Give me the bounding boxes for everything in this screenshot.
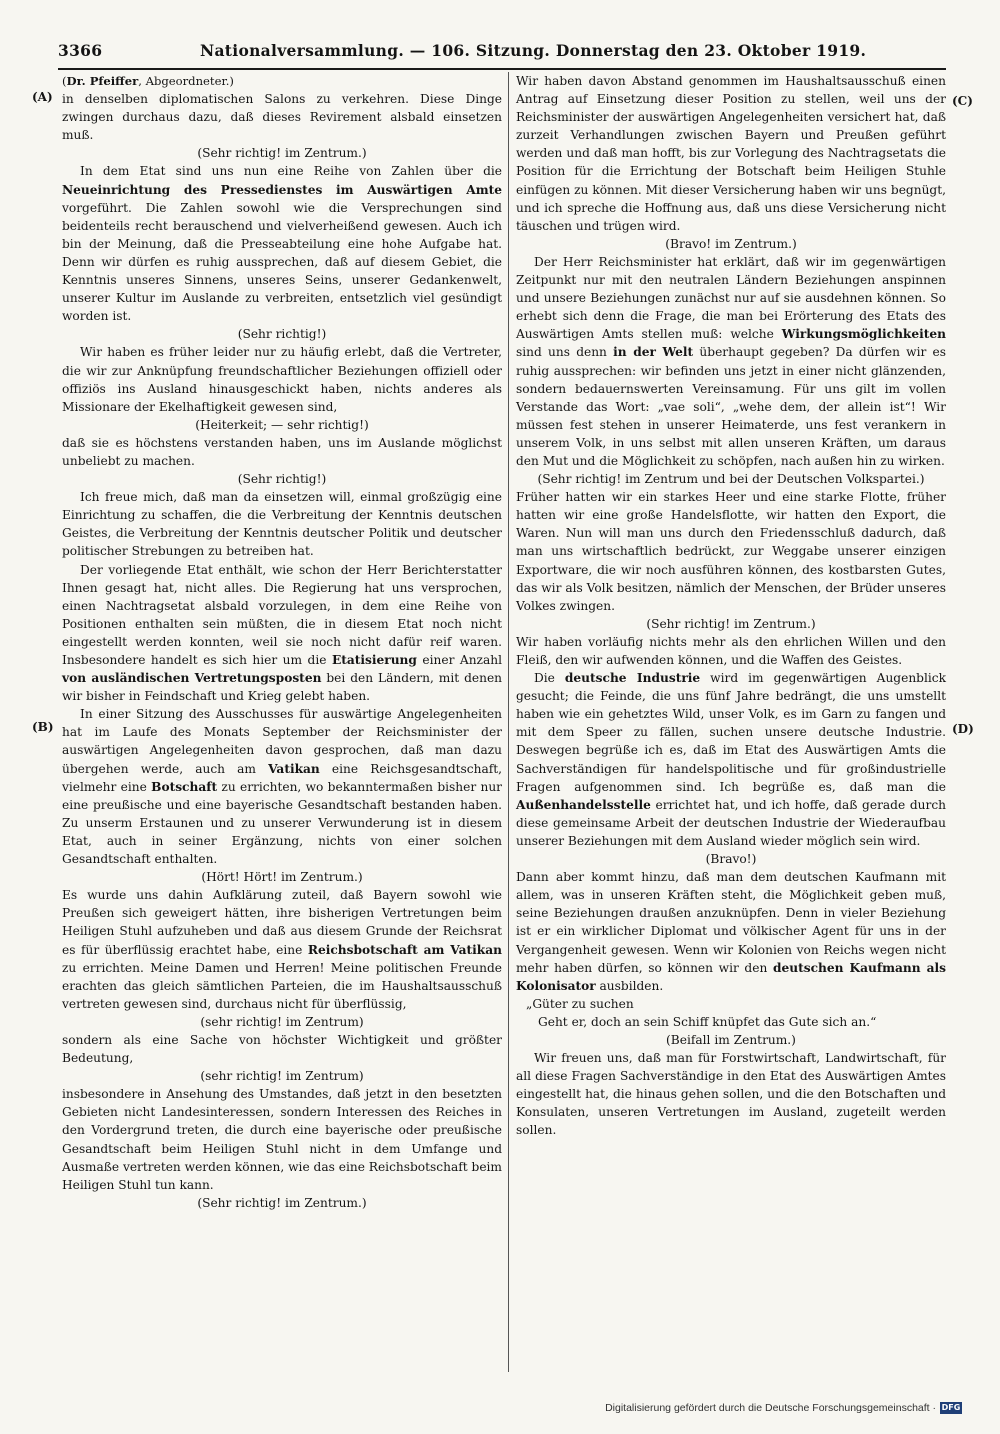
interjection: (Sehr richtig! im Zentrum.) — [197, 1195, 367, 1210]
paragraph — [62, 162, 502, 325]
right-column — [516, 72, 946, 1140]
text-span: bei den Ländern, mit denen wir bisher in Feindschaft und Krieg gelebt haben. — [62, 671, 503, 704]
interjection: (Beifall im Zentrum.) — [666, 1032, 796, 1047]
paragraph — [62, 705, 502, 868]
emphasis: Neueinrichtung des Pressedienstes im Auswärtigen Amte — [62, 182, 502, 197]
interjection: (Sehr richtig! im Zentrum.) — [197, 146, 367, 161]
emphasis: deutsche Industrie — [564, 671, 701, 686]
emphasis: von ausländischen Vertretungsposten — [62, 671, 322, 686]
paragraph — [62, 886, 502, 1013]
page-header-title: Nationalversammlung. — 106. Sitzung. Donnerstag den 23. Oktober 1919. — [200, 41, 867, 60]
paragraph: daß sie es höchstens verstanden haben, uns im Auslande möglichst unbeliebt zu machen. — [62, 435, 502, 468]
quotation-line: „Güter zu suchen — [526, 996, 634, 1011]
speaker-name: Dr. Pfeiffer — [66, 74, 139, 88]
text-span: zu errichten. Meine Damen und Herren! Meine politischen Freunde erachten das gleich sämtlichen Parteien, die im Haushaltsausschuß vertreten gewesen sind, durchaus nicht für überflüssig, — [62, 960, 502, 1011]
quotation-line: Geht er, doch an sein Schiff knüpfet das Gute sich an.“ — [538, 1014, 877, 1029]
emphasis: in der Welt — [613, 345, 694, 360]
interjection: (Hört! Hört! im Zentrum.) — [201, 870, 363, 885]
interjection: (sehr richtig! im Zentrum) — [200, 1069, 364, 1084]
paragraph: Wir freuen uns, daß man für Forstwirtschaft, Landwirtschaft, für all diese Fragen Sachverständige in den Etat des Auswärtigen Amtes eingestellt hat, die hinaus gehen sollen, und die den Botschaften und Konsulaten, unseren Vertretungen im Ausland, zugeteilt werden sollen. — [516, 1051, 946, 1138]
text-span: wird im gegenwärtigen Augenblick gesucht; die Feinde, die uns fünf Jahre bedrängt, die uns umstellt haben wie ein gehetztes Wild, unser Volk, es im Garn zu fangen und mit dem Speer zu fällen, suchen unsere deutsche Industrie. Deswegen begrüße ich es, daß im Etat des Auswärtigen Amts die Sachverständigen für handelspolitische und für großindustrielle Fragen aufgenommen sind. Ich begrüße es, daß man die — [516, 671, 946, 794]
paragraph: Früher hatten wir ein starkes Heer und eine starke Flotte, früher hatten wir eine große Handelsflotte, wir hatten den Export, die Waren. Nun will man uns durch den Friedensschluß dadurch, daß man uns wirtschaftlich bedrückt, zur Weggabe unserer einzigen Exportware, die wir noch ausführen können, des kostbarsten Gutes, das wir als Volk besitzen, nämlich der Menschen, der Brüder unseres Volkes zwingen. — [516, 490, 946, 613]
paragraph — [516, 868, 946, 995]
text-span: Der Herr Reichsminister hat erklärt, daß wir im gegenwärtigen Zeitpunkt nur mit den neutralen Ländern Beziehungen anspinnen und unsere Beziehungen zunächst nur auf sie ausdehnen können. So erhebt sich denn die Frage, die man bei Erörterung des Etats des Auswärtigen Amts stellen muß: welche — [516, 254, 946, 342]
text-span: Der vorliegende Etat enthält, wie schon der Herr Berichterstatter Ihnen gesagt hat, nicht alles. Die Regierung hat uns versprochen, einen Nachtragsetat alsbald vorzulegen, in dem eine Reihe von Positionen enthalten sein müßten, die in diesem Etat noch nicht eingestellt werden konnten, weil sie noch nicht dafür reif waren. Insbesondere handelt es sich hier um die — [62, 562, 502, 667]
text-span: sind uns denn — [516, 345, 614, 360]
paragraph: insbesondere in Ansehung des Umstandes, daß jetzt in den besetzten Gebieten nicht Landesinteressen, sondern Interessen des Reiches in den Vordergrund treten, die durch eine bayerische oder preußische Gesandtschaft beim Heiligen Stuhl nicht in dem Umfange und Ausmaße vertreten werden können, wie das eine Reichsbotschaft beim Heiligen Stuhl tun kann. — [62, 1087, 502, 1192]
left-column — [62, 72, 502, 1212]
margin-marker-d: (D) — [952, 722, 974, 736]
dfg-logo-icon: DFG — [941, 1403, 961, 1412]
speaker-role: , Abgeordneter.) — [138, 74, 234, 88]
paragraph: sondern als eine Sache von höchster Wichtigkeit und größter Bedeutung, — [62, 1032, 502, 1066]
text-span: Dann aber kommt hinzu, daß man dem deutschen Kaufmann mit allem, was in unseren Kräften steht, die Möglichkeit geben muß, seine Beziehungen draußen anzuknüpfen. Denn in vieler Beziehung ist er ein wirklicher Diplomat und völkischer Agent für uns in der Vergangenheit gewesen. Wenn wir Kolonien von Reichs wegen nicht mehr haben dürfen, so können wir den — [516, 870, 946, 975]
paragraph — [516, 669, 946, 850]
speaker-attribution: (Dr. Pfeiffer, Abgeordneter.) — [62, 74, 234, 88]
text-span: In dem Etat sind uns nun eine Reihe von Zahlen über die — [80, 164, 502, 179]
text-span: einer Anzahl — [416, 653, 502, 667]
paragraph — [62, 561, 502, 706]
text-span: eine Reichsgesandtschaft, vielmehr eine — [62, 761, 502, 794]
column-divider — [508, 72, 509, 1372]
footer-text: Digitalisierung gefördert durch die Deutsche Forschungsgemeinschaft · — [605, 1402, 936, 1414]
emphasis: deutschen Kaufmann als Kolonisator — [516, 960, 946, 993]
emphasis: Botschaft — [151, 779, 218, 794]
interjection: (Sehr richtig!) — [237, 472, 327, 487]
page-number: 3366 — [58, 41, 103, 60]
interjection: (Bravo! im Zentrum.) — [665, 236, 797, 251]
emphasis: Vatikan — [268, 761, 320, 776]
text-span: vorgeführt. Die Zahlen sowohl wie die Versprechungen sind beidenteils recht berauschend und vielverheißend gewesen. Auch ich bin der Meinung, daß die Presseabteilung eine hohe Aufgabe hat. Denn wir dürfen es ruhig aussprechen, daß auf diesem Gebiet, die Kenntnis unseres Sinnens, unseres Seins, unserer Gedankenwelt, unserer Kultur im Auslande zu verbreiten, entsetzlich viel gesündigt worden ist. — [62, 200, 502, 324]
paragraph — [516, 253, 946, 470]
interjection: (Sehr richtig! im Zentrum.) — [646, 616, 816, 631]
text-span: ausbilden. — [595, 978, 664, 993]
paragraph: in denselben diplomatischen Salons zu verkehren. Diese Dinge zwingen durchaus dazu, daß dieses Revirement alsbald einsetzen muß. — [62, 92, 502, 143]
paragraph: Wir haben vorläufig nichts mehr als den ehrlichen Willen und den Fleiß, den wir aufwenden können, und die Waffen des Geistes. — [516, 634, 946, 667]
text-span: überhaupt gegeben? Da dürfen wir es ruhig aussprechen: wir befinden uns jetzt in einer nicht glänzenden, sondern bedauernswerten Vereinsamung. Für uns gilt im vollen Verstande das Wort: „vae soli“, „wehe dem, der allein ist“! Wir müssen fest stehen in unserer Heimaterde, uns fest verankern in unserem Volk, in uns selbst mit allen unseren Kräften, um daraus den Mut und die Möglichkeit zu schöpfen, nach außen hin zu wirken. — [516, 345, 946, 468]
emphasis: Außenhandelsstelle — [516, 797, 651, 812]
emphasis: Etatisierung — [331, 653, 417, 667]
interjection: (Sehr richtig! im Zentrum und bei der Deutschen Volkspartei.) — [537, 472, 925, 487]
interjection: (sehr richtig! im Zentrum) — [200, 1014, 364, 1029]
margin-marker-b: (B) — [32, 720, 54, 734]
emphasis: Reichsbotschaft am Vatikan — [307, 942, 503, 957]
interjection: (Bravo!) — [705, 852, 757, 867]
margin-marker-a: (A) — [32, 90, 53, 104]
paragraph: Ich freue mich, daß man da einsetzen will, einmal großzügig eine Einrichtung zu schaffen, die die Verbreitung der Kenntnis deutschen Geistes, die Verbreitung der Kenntnis deutscher Politik und deutscher politischer Strebungen zu betreiben hat. — [62, 490, 502, 559]
emphasis: Wirkungsmöglichkeiten — [781, 327, 946, 342]
margin-marker-c: (C) — [952, 94, 973, 108]
text-span: errichtet hat, und ich hoffe, daß gerade durch diese gemeinsame Arbeit der deutschen Industrie der Wiederaufbau unserer Beziehungen mit dem Ausland wieder möglich sein wird. — [516, 797, 946, 848]
interjection: (Sehr richtig!) — [237, 327, 327, 342]
text-span: Die — [534, 671, 565, 686]
paragraph: Wir haben es früher leider nur zu häufig erlebt, daß die Vertreter, die wir zur Anknüpfung freundschaftlicher Beziehungen offiziell oder offiziös ins Ausland hinausgeschickt haben, nichts anderes als Missionare der Ekelhaftigkeit gewesen sind, — [62, 345, 502, 414]
text-span: In einer Sitzung des Ausschusses für auswärtige Angelegenheiten hat im Laufe des Monats September der Reichsminister der auswärtigen Angelegenheiten davon gesprochen, daß man dazu übergehen werde, auch am — [62, 707, 502, 776]
footer-credit — [605, 1402, 962, 1414]
paragraph: Wir haben davon Abstand genommen im Haushaltsausschuß einen Antrag auf Einsetzung dieser Position zu stellen, weil uns der Reichsminister der auswärtigen Angelegenheiten versichert hat, daß zurzeit Verhandlungen zwischen Bayern und Preußen geführt werden und daß man hofft, bis zur Vorlegung des Nachtragsetats die Position für die Errichtung der Botschaft beim Heiligen Stuhle einfügen zu können. Mit dieser Versicherung haben wir uns begnügt, und ich spreche die Hoffnung aus, daß uns diese Versicherung nicht täuschen und trügen wird. — [516, 74, 946, 233]
text-span: zu errichten, wo bekanntermaßen bisher nur eine preußische und eine bayerische Gesandtschaft bestanden haben. Zu unserm Erstaunen und zu unserer Verwunderung ist in diesem Etat, auch in seiner Ergänzung, nichts von einer solchen Gesandtschaft enthalten. — [62, 779, 502, 867]
text-span: Es wurde uns dahin Aufklärung zuteil, daß Bayern sowohl wie Preußen sich geweigert hätten, ihre bisherigen Vertretungen beim Heiligen Stuhl aufzuheben und daß aus diesem Grunde der Reichsrat es für überflüssig erachtet habe, eine — [62, 888, 502, 957]
interjection: (Heiterkeit; — sehr richtig!) — [195, 417, 369, 432]
page-header — [58, 38, 946, 70]
